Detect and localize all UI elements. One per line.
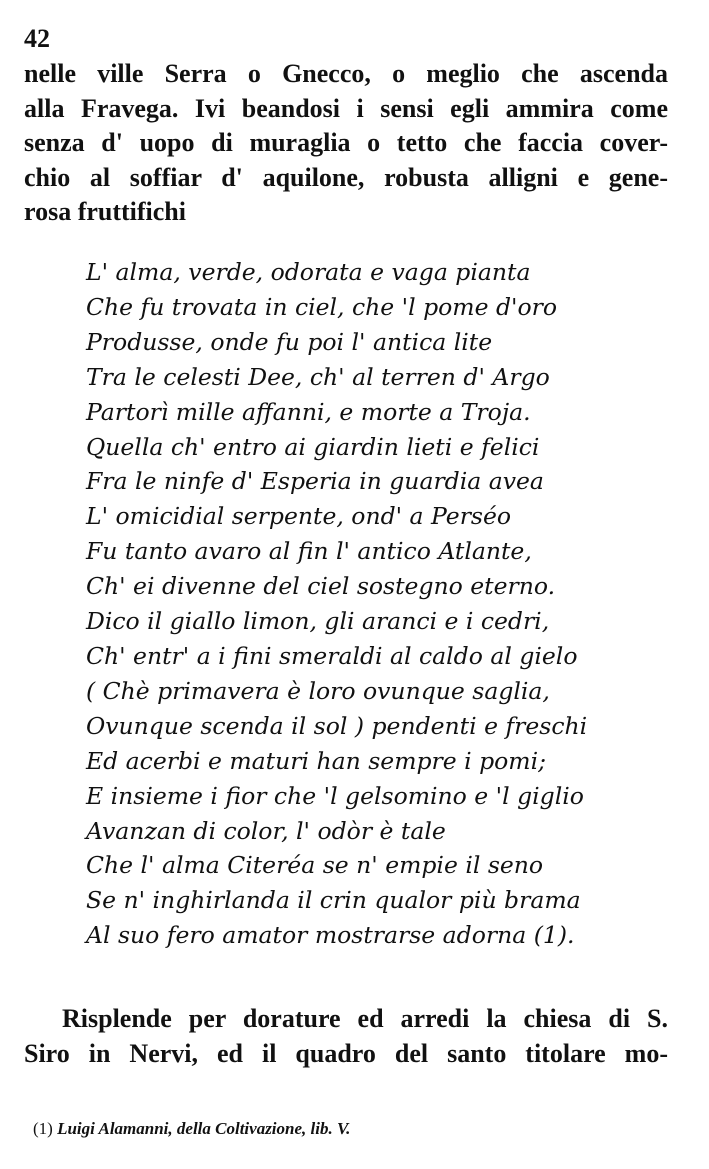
poem-verse: Che fu trovata in ciel, che 'l pome d'oro [86, 292, 557, 321]
poem-verse: Produsse, onde fu poi l' antica lite [86, 327, 493, 356]
footnote-marker: (1) [33, 1119, 53, 1138]
intro-line: rosa fruttifichi [24, 197, 186, 226]
page-number: 42 [24, 24, 50, 53]
poem-verse: Ed acerbi e maturi han sempre i pomi; [86, 746, 547, 775]
footnote [33, 1120, 350, 1137]
poem-verse: Quella ch' entro ai giardin lieti e felici [86, 432, 540, 461]
intro-line: nelle ville Serra o Gnecco, o meglio che ascenda [24, 59, 668, 88]
closing-paragraph [24, 1002, 668, 1071]
poem-verse: Ovunque scenda il sol ) pendenti e freschi [86, 711, 588, 740]
poem-verse: Avanzan di color, l' odòr è tale [86, 816, 446, 845]
poem-verse: Se n' inghirlanda il crin qualor più brama [86, 886, 581, 915]
intro-line: chio al soffiar d' aquilone, robusta alligni e gene- [24, 162, 668, 192]
poem-verse: Al suo fero amator mostrarse adorna (1). [86, 921, 575, 950]
footnote-text: Luigi Alamanni, della Coltivazione, lib. V. [57, 1119, 351, 1138]
poem-quotation [86, 255, 676, 953]
intro-line: alla Fravega. Ivi beandosi i sensi egli ammira come [24, 93, 668, 123]
poem-verse: L' alma, verde, odorata e vaga pianta [86, 258, 531, 286]
intro-line: senza d' uopo di muraglia o tetto che faccia cover- [24, 128, 668, 157]
poem-verse: Che l' alma Citeréa se n' empie il seno [86, 851, 544, 880]
poem-verse: Dico il giallo limon, gli aranci e i cedri, [86, 607, 550, 636]
poem-verse: L' omicidial serpente, ond' a Perséo [86, 502, 512, 531]
poem-verse: Ch' ei divenne del ciel sostegno eterno. [86, 572, 556, 601]
poem-verse: Ch' entr' a i fini smeraldi al caldo al gielo [86, 641, 578, 670]
poem-verse: Partorì mille affanni, e morte a Troja. [86, 397, 531, 426]
poem-verse: Tra le celesti Dee, ch' al terren d' Argo [86, 362, 550, 391]
closing-line: Siro in Nervi, ed il quadro del santo titolare mo- [24, 1038, 668, 1068]
poem-verse: E insieme i fior che 'l gelsomino e 'l giglio [86, 781, 584, 810]
poem-verse: Fu tanto avaro al fin l' antico Atlante, [86, 537, 532, 566]
intro-paragraph [24, 57, 668, 230]
poem-verse: ( Chè primavera è loro ovunque saglia, [86, 676, 550, 705]
poem-verse: Fra le ninfe d' Esperia in guardia avea [86, 467, 544, 496]
closing-line: Risplende per dorature ed arredi la chiesa di S. [62, 1004, 668, 1033]
